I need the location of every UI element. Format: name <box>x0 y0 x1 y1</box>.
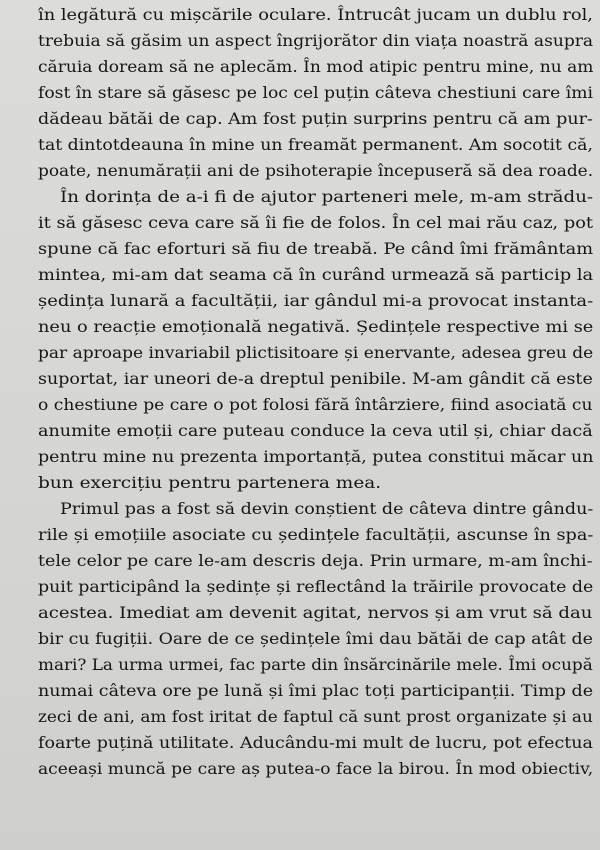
text-line: par aproape invariabil plictisitoare și enervante, adesea greu de <box>38 343 594 362</box>
text-line: ședința lunară a facultății, iar gândul mi-a provocat instanta- <box>38 291 594 310</box>
text-line: Primul pas a fost să devin conștient de câteva dintre gându- <box>60 499 594 518</box>
text-line: bun exercițiu pentru partenera mea. <box>38 473 382 492</box>
text-line: în legătură cu mișcările oculare. Întrucât jucam un dublu rol, <box>38 5 593 24</box>
text-line: numai câteva ore pe lună și îmi plac toți participanții. Timp de <box>38 681 594 700</box>
text-line: neu o reacție emoțională negativă. Ședințele respective mi se <box>38 317 594 336</box>
text-line: În dorința de a-i fi de ajutor parteneri mele, m-am strădu- <box>60 187 594 206</box>
text-line: pentru mine nu prezenta importanță, putea constitui măcar un <box>38 447 594 466</box>
text-line: dădeau bătăi de cap. Am fost puțin surprins pentru că am pur- <box>38 109 593 128</box>
text-line: o chestiune pe care o pot folosi fără întârziere, fiind asociată cu <box>38 395 593 414</box>
text-line: rile și emoțiile asociate cu ședințele facultății, ascunse în spa- <box>38 525 594 544</box>
text-line: spune că fac eforturi să fiu de treabă. Pe când îmi frământam <box>38 239 594 258</box>
text-line: it să găsesc ceva care să îi fie de folos. În cel mai rău caz, pot <box>38 213 594 232</box>
text-line: foarte puțină utilitate. Aducându-mi mult de lucru, pot efectua <box>38 733 593 752</box>
text-line: fost în stare să găsesc pe loc cel puțin câteva chestiuni care îmi <box>38 83 593 102</box>
text-line: căruia doream să ne aplecăm. În mod atipic pentru mine, nu am <box>38 57 594 76</box>
text-line: trebuia să găsim un aspect îngrijorător din viața noastră asupra <box>38 31 594 50</box>
text-line: puit participând la ședințe și reflectând la trăirile provocate de <box>38 577 594 596</box>
text-line: tele celor pe care le-am descris deja. Prin urmare, m-am închi- <box>38 551 593 570</box>
text-line: anumite emoții care puteau conduce la ceva util și, chiar dacă <box>38 421 593 440</box>
text-line: zeci de ani, am fost iritat de faptul că sunt prost organizate și au <box>38 707 593 726</box>
text-line: aceeași muncă pe care aș putea-o face la birou. În mod obiectiv, <box>38 759 594 778</box>
text-line: bir cu fugiții. Oare de ce ședințele îmi dau bătăi de cap atât de <box>38 629 593 648</box>
text-line: poate, nenumărații ani de psihoterapie începuseră să dea roade. <box>38 161 594 180</box>
text-line: acestea. Imediat am devenit agitat, nervos și am vrut să dau <box>38 603 593 622</box>
text-line: mari? La urma urmei, fac parte din însărcinările mele. Îmi ocupă <box>38 655 593 674</box>
text-line: suportat, iar uneori de-a dreptul penibile. M-am gândit că este <box>38 369 593 388</box>
text-line: mintea, mi-am dat seama că în curând urmează să particip la <box>38 265 594 284</box>
text-line: tat dintotdeauna în mine un freamăt permanent. Am socotit că, <box>38 135 593 154</box>
